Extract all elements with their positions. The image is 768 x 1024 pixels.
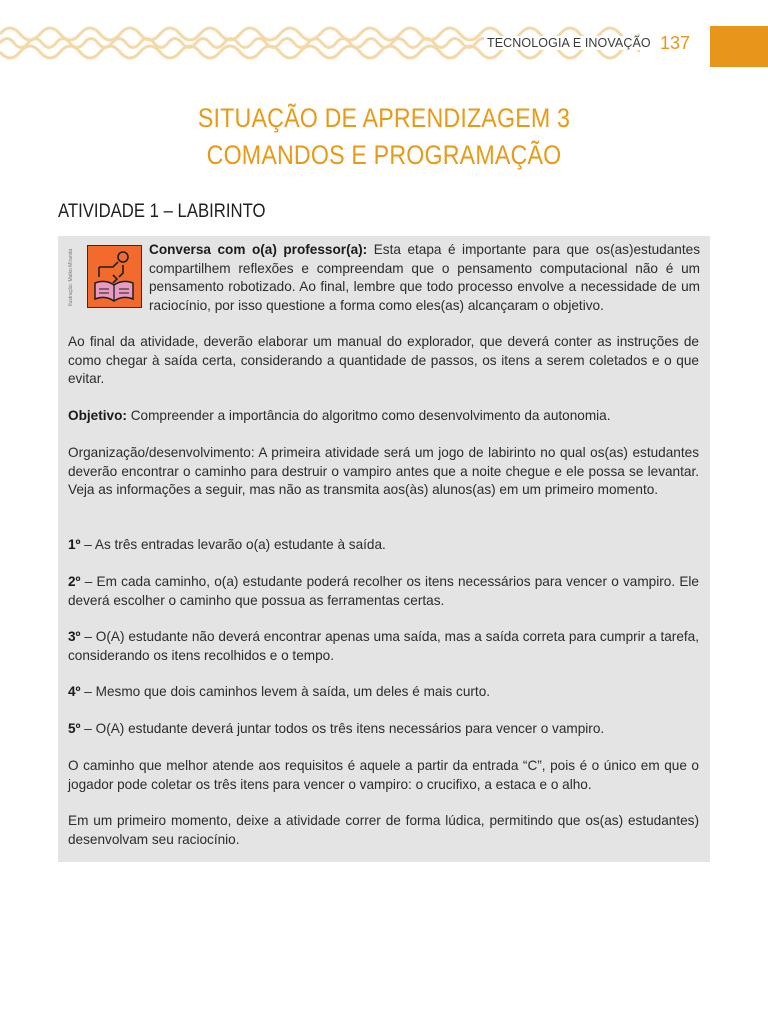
teacher-conversation-text — [149, 241, 700, 315]
rule-text: – As três entradas levarão o(a) estudante à saída. — [80, 537, 386, 552]
page-number: 137 — [660, 33, 691, 53]
rule-2 — [68, 573, 699, 610]
organization-paragraph: Organização/desenvolvimento: A primeira atividade será um jogo de labirinto no qual os(as) estudantes deverão encontrar o caminho para destruir o vampiro antes que a noite chegue e ele possa se levantar. Veja as informações a seguir, mas não as transmita aos(às) alunos(as) em um primeiro momento. — [68, 445, 699, 498]
page-header — [0, 0, 768, 72]
closing-paragraph: Em um primeiro momento, deixe a atividade correr de forma lúdica, permitindo que os(as) estudantes) desenvolvam seu raciocínio. — [68, 813, 699, 847]
section-label: TECNOLOGIA E INOVAÇÃO — [484, 36, 654, 50]
rule-number: 2º — [68, 574, 81, 589]
activity-heading: ATIVIDADE 1 – LABIRINTO — [58, 201, 266, 222]
teacher-reading-book-icon — [87, 245, 142, 308]
rule-number: 4º — [68, 684, 81, 699]
intro-text: Esta etapa é importante para que os(as)estudantes compartilhem reflexões e compreendam que o pensamento computacional não é um pensamento robotizado. Ao final, lembre que todo processo envolve a necessidade de um raciocínio, por isso questione a forma como eles(as) alcançaram o objetivo. — [149, 242, 700, 313]
rule-text: – O(A) estudante não deverá encontrar apenas uma saída, mas a saída correta para cumprir a tarefa, considerando os itens recolhidos e o tempo. — [68, 629, 699, 663]
rule-1 — [68, 536, 699, 555]
rule-text: – O(A) estudante deverá juntar todos os três itens necessários para vencer o vampiro. — [80, 721, 605, 736]
rule-number: 5º — [68, 721, 81, 736]
teacher-note-box — [58, 236, 710, 862]
objective-label: Objetivo: — [68, 408, 127, 423]
rule-text: – Mesmo que dois caminhos levem à saída, um deles é mais curto. — [80, 684, 491, 699]
rule-4 — [68, 683, 699, 702]
objective-paragraph — [68, 407, 699, 426]
objective-text: Compreender a importância do algoritmo como desenvolvimento da autonomia. — [126, 408, 611, 423]
rule-3 — [68, 628, 699, 665]
rule-5 — [68, 720, 699, 739]
answer-paragraph: O caminho que melhor atende aos requisitos é aquele a partir da entrada “C”, pois é o único em que o jogador pode coletar os três itens para vencer o vampiro: o crucifixo, a estaca e o alho. — [68, 758, 699, 792]
illustration-credit: Ilustração: Malko Miranda — [68, 248, 74, 306]
rule-text: – Em cada caminho, o(a) estudante poderá recolher os itens necessários para vencer o vampiro. Ele deverá escolher o caminho que possua as ferramentas certas. — [68, 574, 699, 608]
intro-label: Conversa com o(a) professor(a): — [149, 242, 368, 257]
page-title-line-1: SITUAÇÃO DE APRENDIZAGEM 3 — [197, 103, 571, 133]
page-title-line-2: COMANDOS E PROGRAMAÇÃO — [206, 140, 562, 170]
rule-number: 3º — [68, 629, 81, 644]
rule-number: 1º — [68, 537, 81, 552]
orange-tab — [710, 26, 768, 67]
manual-paragraph: Ao final da atividade, deverão elaborar um manual do explorador, que deverá conter as instruções de como chegar à saída certa, considerando a quantidade de passos, os itens a serem coletados e o que evitar. — [68, 334, 699, 387]
